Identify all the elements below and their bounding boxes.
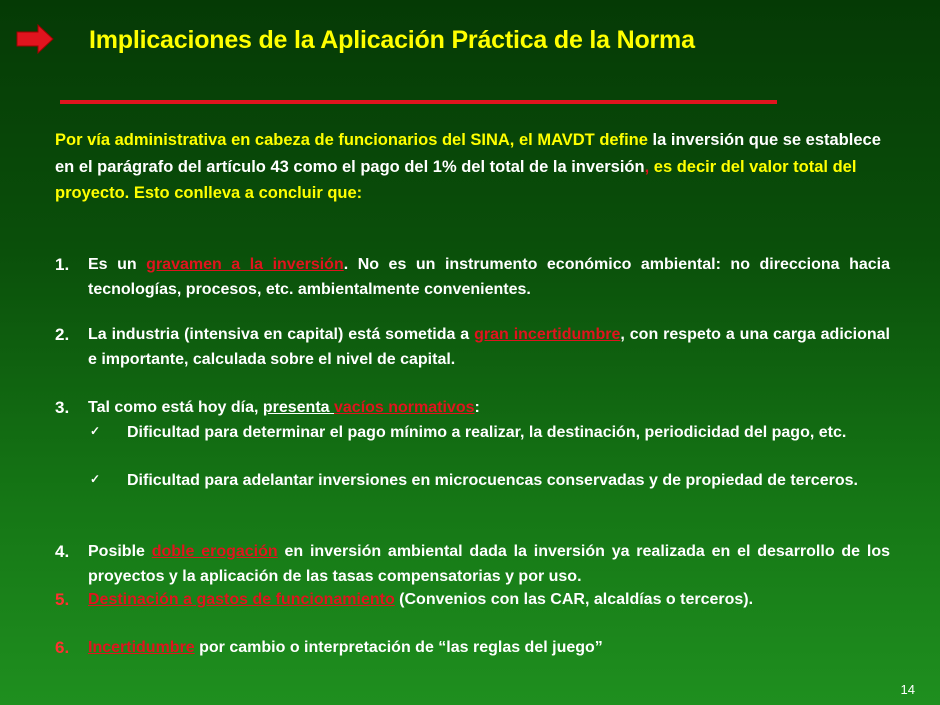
- intro-text-4: ,: [644, 157, 654, 176]
- list-item-5: [55, 588, 890, 613]
- item-number: 5.: [55, 590, 70, 609]
- item-highlight: Destinación a gastos de funcionamiento: [88, 591, 395, 608]
- title-divider: [60, 100, 777, 104]
- intro-text-1: Por vía administrativa en cabeza de funcionarios del SINA, el MAVDT define: [55, 131, 653, 149]
- item-text: [88, 396, 890, 421]
- slide-title: Implicaciones de la Aplicación Práctica de la Norma: [89, 26, 695, 54]
- item-text-pre: La industria (intensiva en capital) está sometida a: [88, 326, 475, 343]
- item-text-pre: Tal como está hoy día,: [88, 399, 263, 416]
- item-text-post: por cambio o interpretación de “las reglas del juego”: [194, 639, 603, 656]
- item-text: [88, 540, 890, 589]
- item-highlight: vacíos normativos: [334, 399, 475, 416]
- intro-paragraph: [55, 127, 887, 207]
- item-text-post: . No es un instrumento económico ambiental: no direcciona hacia tecnologías, procesos, etc. ambientalmente convenientes.: [88, 256, 890, 298]
- item-text-pre: Posible: [88, 543, 152, 560]
- item-text: [88, 636, 890, 661]
- item-number: 2.: [55, 325, 70, 344]
- item-text-post: en inversión ambiental dada la inversión ya realizada en el desarrollo de los proyectos y la aplicación de las tasas compensatorias y por uso.: [88, 543, 891, 585]
- item-text-pre: Es un: [88, 256, 147, 273]
- red-arrow-icon: [16, 24, 54, 54]
- item-number: 6.: [55, 638, 70, 657]
- item-text: [88, 588, 890, 613]
- item-number: 3.: [55, 398, 70, 417]
- intro-text-2: la inversión que se establece en el parágrafo del artículo 43 como el pago del 1%: [55, 131, 881, 176]
- item-highlight: gran incertidumbre: [474, 326, 621, 343]
- item-number: 4.: [55, 542, 70, 561]
- item-highlight: Incertidumbre: [88, 639, 195, 656]
- sub-item-text: Dificultad para adelantar inversiones en microcuencas conservadas y de propiedad de terceros.: [127, 472, 858, 489]
- item-text-post: , con respeto a una carga adicional e importante, calculada sobre el nivel de capital.: [88, 326, 890, 368]
- item-highlight: doble erogación: [151, 543, 278, 560]
- item-text: [88, 323, 890, 372]
- list-item-3: [55, 396, 890, 421]
- list-item-6: [55, 636, 890, 661]
- checkmark-icon: ✓: [90, 472, 101, 486]
- list-item-1: [55, 253, 890, 302]
- intro-text-5: es decir del valor total del proyecto. Esto conlleva a concluir que:: [55, 157, 857, 202]
- item-text: [88, 253, 890, 302]
- sub-item-text: Dificultad para determinar el pago mínimo a realizar, la destinación, periodicidad del pago, etc.: [127, 424, 847, 441]
- list-item-4: [55, 540, 890, 589]
- sub-item-2: [90, 469, 890, 494]
- item-number: 1.: [55, 255, 70, 274]
- item-text-post: :: [474, 399, 480, 416]
- item-underlined: presenta: [262, 399, 334, 416]
- intro-text-3: del total de la inversión: [461, 157, 645, 176]
- item-text-post: (Convenios con las CAR, alcaldías o terceros).: [394, 591, 754, 608]
- checkmark-icon: ✓: [90, 424, 101, 438]
- list-item-2: [55, 323, 890, 372]
- page-number: 14: [900, 682, 915, 697]
- sub-item-1: [90, 421, 890, 446]
- item-highlight: gravamen a la inversión: [146, 256, 344, 273]
